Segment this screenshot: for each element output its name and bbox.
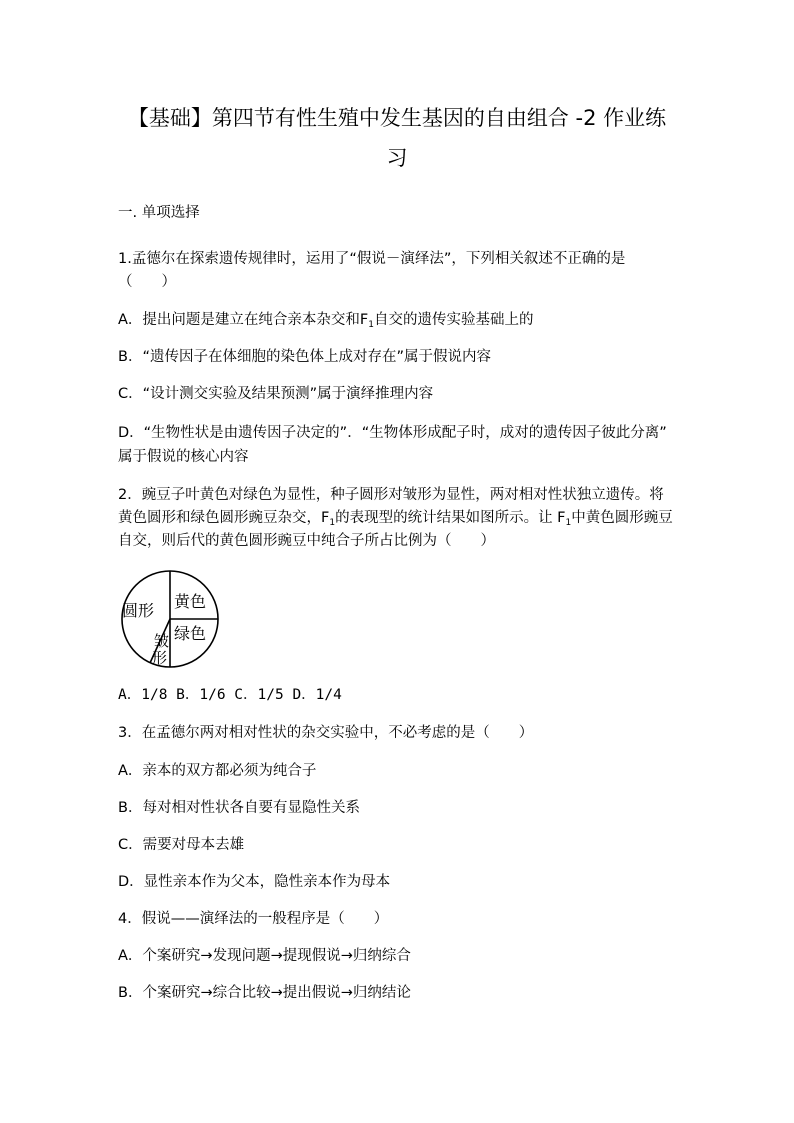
section-heading: 一. 单项选择 [118, 205, 200, 221]
q1-option-b: B．“遗传因子在体细胞的染色体上成对存在”属于假说内容 [118, 349, 491, 365]
q2-stem-line-2-mid: 的表现型的统计结果如图所示。让 F [335, 510, 566, 526]
q2-options: A．1/8 B．1/6 C．1/5 D．1/4 [118, 687, 342, 703]
q3-option-c: C．需要对母本去雄 [118, 837, 245, 853]
q1-option-a-post: 自交的遗传实验基础上的 [374, 312, 534, 328]
pie-label-wrinkle-2: 形 [152, 649, 168, 667]
q3-option-a: A．亲本的双方都必须为纯合子 [118, 763, 317, 779]
q2-stem-line-1: 2．豌豆子叶黄色对绿色为显性，种子圆形对皱形为显性，两对相对性状独立遗传。将 [118, 487, 664, 503]
q1-option-a-pre: A．提出问题是建立在纯合亲本杂交和F [118, 312, 369, 328]
pie-diagram [116, 568, 224, 672]
q4-option-b: B．个案研究→综合比较→提出假说→归纳结论 [118, 985, 411, 1001]
title-line-1: 【基础】第四节有性生殖中发生基因的自由组合 -2 作业练 [127, 106, 667, 130]
q4-option-a: A．个案研究→发现问题→提现假说→归纳综合 [118, 948, 411, 964]
q2-stem-line-2 [118, 509, 673, 532]
q2-stem-line-2-post: 中黄色圆形豌豆 [571, 510, 673, 526]
pie-label-yellow: 黄色 [174, 592, 207, 611]
q3-option-d: D．显性亲本作为父本，隐性亲本作为母本 [118, 874, 391, 890]
title-line-2: 习 [386, 146, 408, 170]
pie-label-round: 圆形 [122, 601, 155, 620]
pie-label-green: 绿色 [174, 624, 207, 643]
q2-stem-line-2-sub2: 1 [565, 518, 572, 528]
q1-option-d-line-1: D．“生物性状是由遗传因子决定的”．“生物体形成配子时，成对的遗传因子彼此分离” [118, 425, 667, 441]
q1-option-a-sub: 1 [368, 320, 374, 330]
q3-stem: 3．在孟德尔两对相对性状的杂交实验中，不必考虑的是（ ） [118, 725, 534, 741]
q4-stem: 4．假说——演绎法的一般程序是（ ） [118, 911, 389, 927]
q3-option-b: B．每对相对性状各自要有显隐性关系 [118, 800, 360, 816]
pie-label-wrinkle-1: 皱 [154, 632, 170, 650]
q2-stem-line-2-pre: 黄色圆形和绿色圆形豌豆杂交，F [118, 510, 330, 526]
q1-option-c: C．“设计测交实验及结果预测”属于演绎推理内容 [118, 386, 434, 402]
q2-stem-line-2-sub: 1 [329, 518, 336, 528]
q1-option-a [118, 311, 534, 334]
q1-stem-line-1: 1.孟德尔在探索遗传规律时，运用了“假说－演绎法”，下列相关叙述不正确的是 [118, 251, 626, 267]
q2-stem-line-3: 自交，则后代的黄色圆形豌豆中纯合子所占比例为（ ） [118, 533, 495, 549]
q1-option-d-line-2: 属于假说的核心内容 [118, 449, 249, 465]
q1-stem-line-2: （ ） [118, 274, 176, 290]
